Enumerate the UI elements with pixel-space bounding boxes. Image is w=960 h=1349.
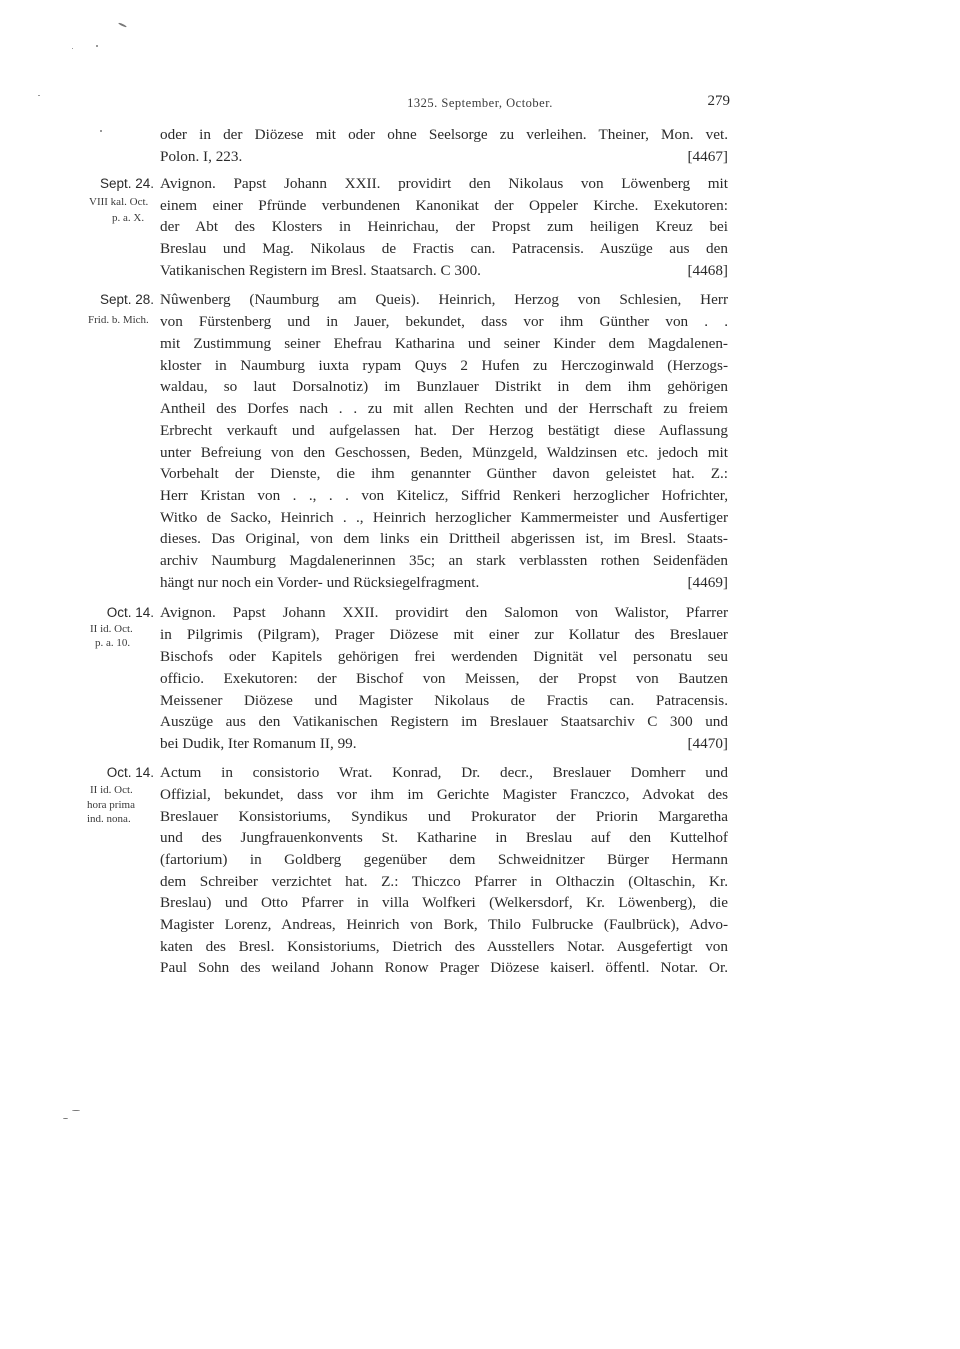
entry-4469-line-5: waldau, so laut Dorsalnotiz) im Bunzlauer Distrikt in dem ihm gehörigen xyxy=(160,378,728,395)
entry-4469-line-12: dieses. Das Original, von dem links ein Drittheil abgerissen ist, im Bresl. Staats- xyxy=(160,530,728,547)
entry-4468-line-3: der Abt des Klosters in Heinrichau, der Propst zum heiligen Kreuz bei xyxy=(160,218,728,235)
entry-4469-line-4: kloster in Naumburg iuxta rypam Quys 2 Hufen zu Herczoginwald (Herzogs- xyxy=(160,357,728,374)
page-number: 279 xyxy=(707,93,730,109)
entry-4471-margin-note-1: II id. Oct. xyxy=(90,784,133,796)
entry-4468-line-5: Vatikanischen Registern im Bresl. Staatsarch. C 300. xyxy=(160,262,481,279)
entry-4469-line-2: von Fürstenberg und in Jauer, bekundet, dass vor ihm Günther von . . xyxy=(160,313,728,330)
entry-4470-date: Oct. 14. xyxy=(106,605,154,620)
entry-4469-line-3: mit Zustimmung seiner Ehefrau Katharina und seiner Kinder dem Magdalenen- xyxy=(160,335,728,352)
scan-speck xyxy=(72,1110,80,1111)
entry-4468-line-2: einem einer Pfründe verbundenen Kanonikat der Oppeler Kirche. Exekutoren: xyxy=(160,197,728,214)
entry-4471-line-6: dem Schreiber verzichtet hat. Z.: Thiczco Pfarrer in Olthaczin (Oltaschin, Kr. xyxy=(160,873,728,890)
entry-4469-number: [4469] xyxy=(687,574,728,591)
entry-4471-line-8: Magister Lorenz, Andreas, Heinrich von Bork, Thilo Fulbrucke (Faulbrück), Advo- xyxy=(160,916,728,933)
entry-4467-number: [4467] xyxy=(687,148,728,165)
entry-4471-margin-note-2: hora prima xyxy=(87,799,135,811)
entry-4470-line-6: Auszüge aus den Vatikanischen Registern im Breslauer Staatsarchiv C 300 und xyxy=(160,713,728,730)
scan-speck xyxy=(96,45,98,47)
entry-4471-margin-note-3: ind. nona. xyxy=(87,813,131,825)
entry-4469-line-1: Nûwenberg (Naumburg am Queis). Heinrich, Herzog von Schlesien, Herr xyxy=(160,291,728,308)
entry-4471-line-5: (fartorium) in Goldberg gegenüber dem Schweidnitzer Bürger Hermann xyxy=(160,851,728,868)
entry-4468-date: Sept. 24. xyxy=(99,176,154,191)
entry-4471-line-3: Breslauer Konsistoriums, Syndikus und Prokurator der Priorin Margaretha xyxy=(160,808,728,825)
scan-speck xyxy=(118,22,127,28)
entry-4470-line-2: in Pilgrimis (Pilgram), Prager Diözese mit einer zur Kollatur des Breslauer xyxy=(160,626,728,643)
entry-4471-line-1: Actum in consistorio Wrat. Konrad, Dr. decr., Breslauer Domherr und xyxy=(160,764,728,781)
entry-4469-line-14: hängt nur noch ein Vorder- und Rücksiegelfragment. xyxy=(160,574,480,591)
entry-4470-margin-note-2: p. a. 10. xyxy=(95,637,131,649)
entry-4471-line-10: Paul Sohn des weiland Johann Ronow Prager Diözese kaiserl. öffentl. Notar. Or. xyxy=(160,959,728,976)
entry-4469-line-6: Antheil des Dorfes nach . . zu mit allen Rechten und der Herrschaft zu freiem xyxy=(160,400,728,417)
entry-4468-margin-note-2: p. a. X. xyxy=(112,212,145,224)
entry-4470-line-4: officio. Exekutoren: der Bischof von Meissen, der Propst von Bautzen xyxy=(160,670,728,687)
entry-4468-number: [4468] xyxy=(687,262,728,279)
entry-4467-line-1: oder in der Diözese mit oder ohne Seelsorge zu verleihen. Theiner, Mon. vet. xyxy=(160,126,728,143)
entry-4469-line-10: Herr Kristan von . ., . . von Kitelicz, Siffrid Renkeri herzoglicher Hofrichter, xyxy=(160,487,728,504)
entry-4471-date: Oct. 14. xyxy=(106,765,154,780)
entry-4471-line-7: Breslau) und Otto Pfarrer in villa Wolfkeri (Welkersdorf, Kr. Löwenberg), die xyxy=(160,894,728,911)
entry-4470-number: [4470] xyxy=(687,735,728,752)
entry-4470-line-3: Bischofs oder Kapitels gehörigen frei werdenden Dignität vel personatu seu xyxy=(160,648,728,665)
entry-4467-line-2: Polon. I, 223. xyxy=(160,148,243,165)
entry-4470-margin-note-1: II id. Oct. xyxy=(90,623,133,635)
entry-4469-line-9: Vorbehalt der Dienste, die ihm genannter Günther davon geleistet hat. Z.: xyxy=(160,465,728,482)
entry-4468-line-4: Breslau und Mag. Nikolaus de Fractis can. Patracensis. Auszüge aus den xyxy=(160,240,728,257)
entry-4471-line-2: Offizial, bekundet, dass vor ihm im Gerichte Magister Franczco, Advokat des xyxy=(160,786,728,803)
entry-4469-line-11: Witko de Sacko, Heinrich . ., Heinrich herzoglicher Kammermeister und Ausfertiger xyxy=(160,509,728,526)
entry-4471-line-4: und des Jungfrauenkonvents St. Katharine in Breslau auf den Kuttelhof xyxy=(160,829,728,846)
entry-4470-line-7: bei Dudik, Iter Romanum II, 99. xyxy=(160,735,357,752)
scan-speck xyxy=(63,1118,68,1119)
entry-4470-line-5: Meissener Diözese und Magister Nikolaus de Fractis can. Patracensis. xyxy=(160,692,728,709)
entry-4471-line-9: katen des Bresl. Konsistoriums, Dietrich des Ausstellers Notar. Ausgefertigt von xyxy=(160,938,728,955)
entry-4468-margin-note-1: VIII kal. Oct. xyxy=(89,196,149,208)
entry-4469-date: Sept. 28. xyxy=(99,292,154,307)
entry-4469-line-8: unter Befreiung von den Geschossen, Beden, Münzgeld, Waldzinsen etc. jedoch mit xyxy=(160,444,728,461)
entry-4470-line-1: Avignon. Papst Johann XXII. providirt den Salomon von Walistor, Pfarrer xyxy=(160,604,728,621)
entry-4469-line-13: archiv Naumburg Magdalenerinnen 35c; an stark verblassten rothen Seidenfäden xyxy=(160,552,728,569)
entry-4469-margin-note-1: Frid. b. Mich. xyxy=(88,314,149,326)
scan-speck xyxy=(100,130,102,132)
entry-4469-line-7: Erbrecht verkauft und aufgelassen hat. Der Herzog bestätigt diese Auflassung xyxy=(160,422,728,439)
entry-4468-line-1: Avignon. Papst Johann XXII. providirt den Nikolaus von Löwenberg mit xyxy=(160,175,728,192)
running-head: 1325. September, October. xyxy=(407,96,553,110)
scan-speck xyxy=(72,48,73,49)
